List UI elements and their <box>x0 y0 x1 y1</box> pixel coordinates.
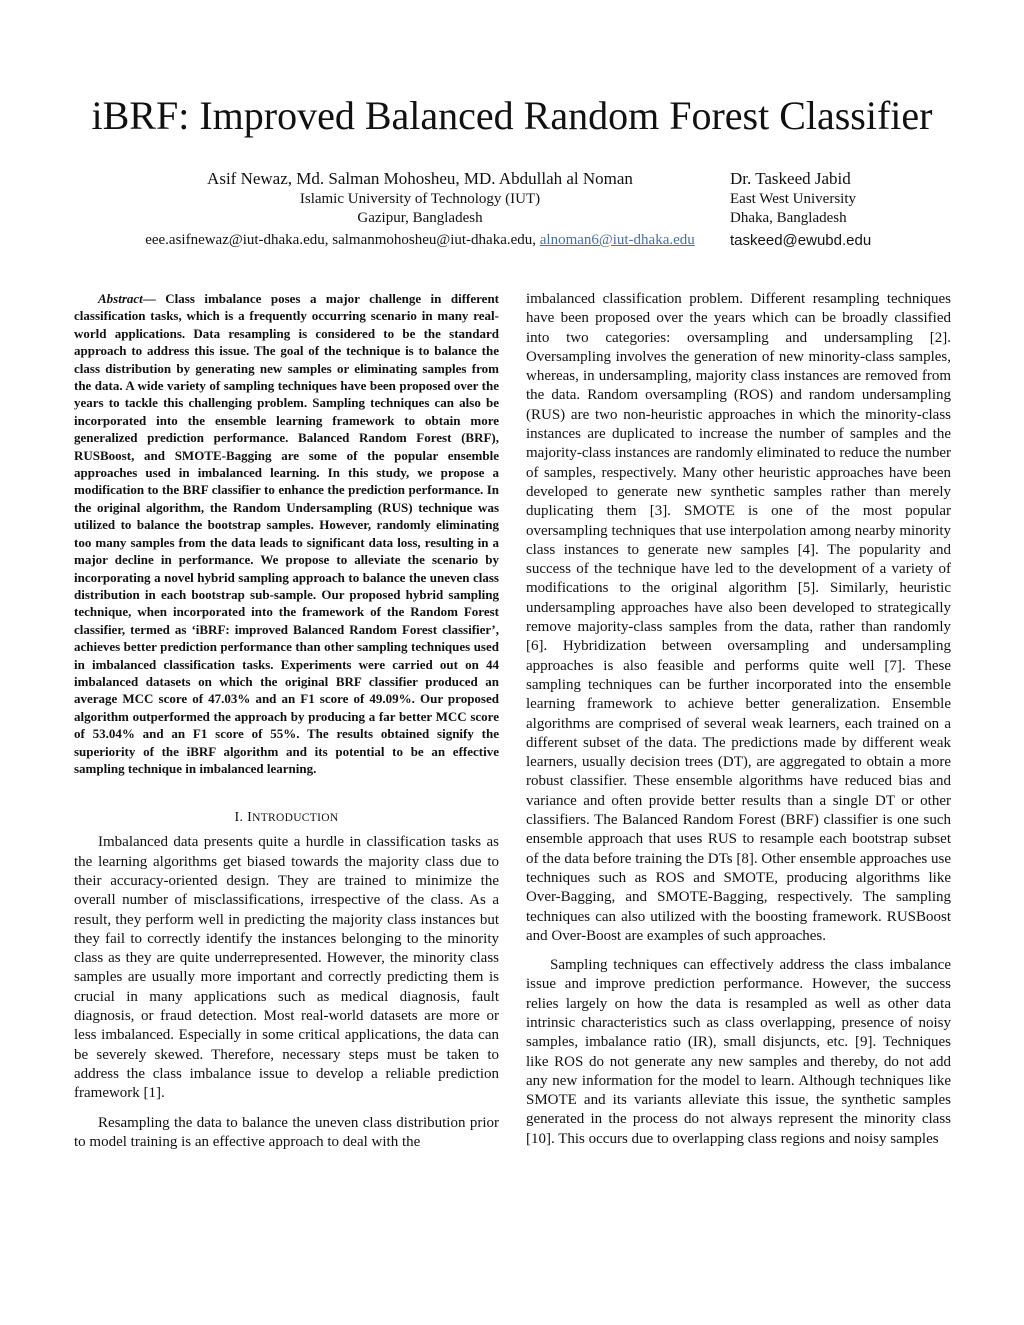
section-numeral: I. <box>234 810 244 826</box>
section-heading-introduction <box>74 809 499 827</box>
author-emails <box>60 230 780 251</box>
authors-block-right <box>730 168 930 251</box>
abstract-label: Abstract <box>98 291 143 306</box>
right-column <box>526 290 951 1159</box>
author-name-right: Dr. Taskeed Jabid <box>730 169 851 188</box>
body-paragraph: Sampling techniques can effectively address the class imbalance issue and improve prediction performance. However, the success relies largely on how the data is resampled as well as other data intrinsic characteristics such as class overlapping, presence of noisy samples, imbalance ratio (IR), small disjuncts, etc. [9]. Techniques like ROS do not generate any new samples and thereby, do not add any new information for the model to learn. Although techniques like SMOTE and its variants alleviate this issue, the synthetic samples generated in the process do not always represent the minority class [10]. This occurs due to overlapping class regions and noisy samples <box>526 957 951 1147</box>
author-affiliation: Islamic University of Technology (IUT) <box>299 191 541 207</box>
left-column <box>74 290 499 1162</box>
author-email-right: taskeed@ewubd.edu <box>730 232 872 249</box>
abstract <box>74 290 499 777</box>
author-names: Asif Newaz, Md. Salman Mohosheu, MD. Abdullah al Noman <box>207 169 633 188</box>
author-emails-plain: eee.asifnewaz@iut-dhaka.edu, salmanmohosheu@iut-dhaka.edu, <box>145 232 537 248</box>
author-location: Gazipur, Bangladesh <box>357 210 483 226</box>
authors-block-left <box>60 168 780 251</box>
abstract-text: Class imbalance poses a major challenge in different classification tasks, which is a frequently occurring scenario in many real-world applications. Data resampling is considered to be the standard approach to address this issue. The goal of the technique is to balance the class distribution by generating new samples or eliminating samples from the data. A wide variety of sampling techniques have been proposed over the years to tackle this challenging problem. Sampling techniques can also be incorporated into the ensemble learning framework to obtain more generalized prediction performance. Balanced Random Forest (BRF), RUSBoost, and SMOTE-Bagging are some of the popular ensemble approaches used in imbalanced learning. In this study, we propose a modification to the BRF classifier to enhance the prediction performance. In the original algorithm, the Random Undersampling (RUS) technique was utilized to balance the bootstrap samples. However, randomly eliminating too many samples from the data leads to significant data loss, resulting in a major decline in performance. We propose to alleviate the scenario by incorporating a novel hybrid sampling approach to balance the uneven class distribution in each bootstrap sub-sample. Our proposed hybrid sampling technique, when incorporated into the framework of the Random Forest classifier, termed as ‘iBRF: improved Balanced Random Forest classifier’, achieves better prediction performance than other sampling techniques used in imbalanced classification tasks. Experiments were carried out on 44 imbalanced datasets on which the original BRF classifier produced an average MCC score of 47.03% and an F1 score of 49.09%. Our proposed algorithm outperformed the approach by producing a far better MCC score of 53.04% and an F1 score of 55%. The results obtained signify the superiority of the iBRF algorithm and its potential to be an effective sampling technique in imbalanced learning. <box>74 291 499 776</box>
body-paragraph: Imbalanced data presents quite a hurdle in classification tasks as the learning algorithms get biased towards the majority class due to their accuracy-oriented design. They are trained to minimize the overall number of misclassifications, irrespective of the class. As a result, they perform well in predicting the majority class instances but they fail to correctly identify the instances belonging to the minority class as they are quite underrepresented. However, the minority class samples are usually more important and correctly predicting them is crucial in many applications such as medical diagnosis, fault diagnosis, or fraud detection. Most real-world datasets are more or less imbalanced. Especially in some critical applications, the data can be severely skewed. Therefore, necessary steps must be taken to address the class imbalance issue to develop a reliable prediction framework [1]. <box>74 834 499 1102</box>
body-paragraph: imbalanced classification problem. Different resampling techniques have been proposed over the years which can be broadly classified into two categories: oversampling and undersampling [2]. Oversampling involves the generation of new minority-class samples, whereas, in undersampling, majority class instances are removed from the data. Random oversampling (ROS) and random undersampling (RUS) are two non-heuristic approaches in which the minority-class instances are duplicated to increase the number of samples and the majority-class instances are randomly eliminated to reduce the number of samples, respectively. Many other heuristic approaches have been developed to generate new synthetic samples rather than merely duplicating them [3]. SMOTE is one of the most popular oversampling techniques that use interpolation among nearby minority class instances to generate new samples [4]. The popularity and success of the technique have led to the development of a variety of modifications to the original algorithm [5]. Similarly, heuristic undersampling approaches have also been developed to strategically remove majority-class samples from the data, rather than randomly [6]. Hybridization between oversampling and undersampling approaches is also feasible and performs quite well [7]. These sampling techniques can be further incorporated into the ensemble learning framework to achieve better generalization. Ensemble algorithms are comprised of several weak learners, each trained on a different subset of the data. The predictions made by different weak learners, usually decision trees (DT), are aggregated to obtain a more robust classifier. These ensemble algorithms have reduced bias and variance and often provide better results than a single DT or other classifiers. The Balanced Random Forest (BRF) classifier is one such ensemble approach that uses RUS to resample each bootstrap subset of the data before training the DTs [8]. Other ensemble approaches use techniques such as ROS and SMOTE, producing algorithms like Over-Bagging, and SMOTE-Bagging, respectively. The sampling techniques can also utilized with the boosting framework. RUSBoost and Over-Boost are examples of such approaches. <box>526 291 951 944</box>
abstract-dash: — <box>142 291 166 306</box>
section-title-rest: NTRODUCTION <box>252 812 339 825</box>
author-affiliation-right: East West University <box>730 191 856 207</box>
author-email-link[interactable]: alnoman6@iut-dhaka.edu <box>539 232 695 248</box>
paper-title: iBRF: Improved Balanced Random Forest Classifier <box>91 93 933 138</box>
section-title-first: I <box>247 810 253 826</box>
body-paragraph: Resampling the data to balance the uneven class distribution prior to model training is an effective approach to deal with the <box>74 1114 499 1150</box>
author-location-right: Dhaka, Bangladesh <box>730 210 847 226</box>
